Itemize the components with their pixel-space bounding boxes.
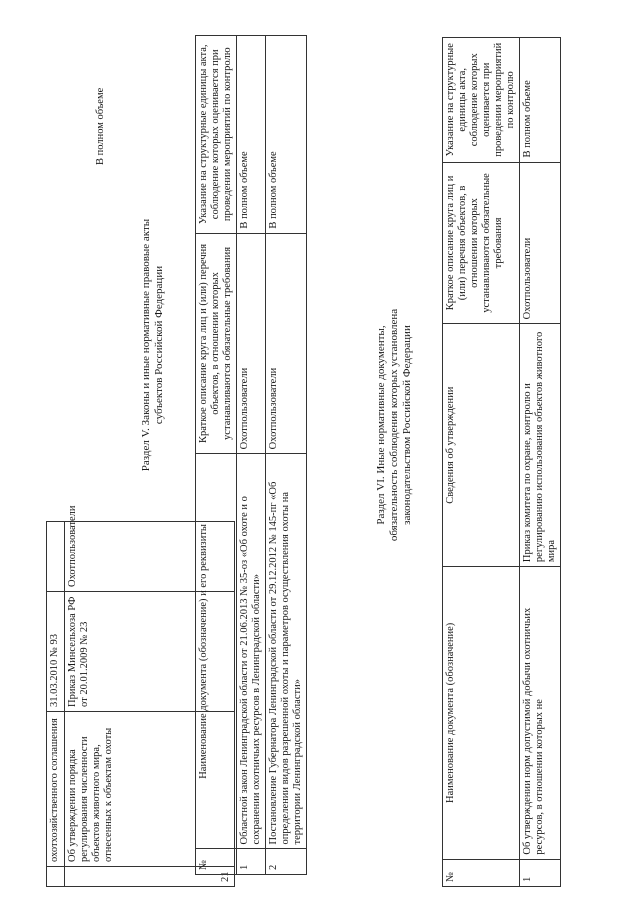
cell-units: В полном объеме: [237, 36, 266, 234]
header-units: Указание на структурные единицы акта, соблюдение которых оценивается при проведении мероприятий по контролю: [196, 36, 237, 234]
section-v-title-line1: Раздел V. Законы и иные нормативные правовые акты: [140, 218, 152, 472]
cell-num: 2: [266, 849, 307, 875]
header-name: Наименование документа (обозначение) и его реквизиты: [196, 454, 237, 849]
cell-name: Об утверждении порядка регулирования численности объектов животного мира, отнесенных к объектам охоты: [65, 712, 235, 867]
cell-approval: Приказ комитета по охране, контролю и регулированию использования объектов животного мира: [520, 324, 561, 567]
header-persons: Краткое описание круга лиц и (или) перечня объектов, в отношении которых устанавливаются обязательные требования: [443, 162, 520, 324]
cell-units: В полном объеме: [266, 36, 307, 234]
cell-name: Постановление Губернатора Ленинградской области от 29.12.2012 № 145-пг «Об определении видов разрешенной охоты и параметров осуществления охоты на территории Ленинградской области»: [266, 454, 307, 849]
cell-num: 1: [520, 859, 561, 886]
cell-name: Областной закон Ленинградской области от 21.06.2013 № 35-оз «Об охоте и о сохранении охотничьих ресурсов в Ленинградской области»: [237, 454, 266, 849]
section-vi-title: [375, 275, 414, 575]
cell-persons: Охотпользователи: [237, 233, 266, 454]
table-row: [237, 36, 266, 875]
section-vi-title-line1: Раздел VI. Иные нормативные документы,: [375, 325, 387, 525]
table-row: [520, 38, 561, 887]
header-approval: Сведения об утверждении: [443, 324, 520, 567]
cell-num: 21: [65, 867, 235, 887]
header-num: №: [443, 859, 520, 886]
table-header-row: [196, 36, 237, 875]
cell-num: 1: [237, 849, 266, 875]
section-v-table: [195, 35, 307, 875]
header-num: №: [196, 849, 237, 875]
section-vi-table: [442, 37, 561, 887]
cell-num: [47, 867, 65, 887]
cell-persons: Охотпользователи: [520, 162, 561, 324]
cell-approval: 31.03.2010 № 93: [47, 592, 65, 712]
persons-text: Охотпользователи: [67, 505, 78, 587]
cell-name: Об утверждении норм допустимой добычи охотничьих ресурсов, в отношении которых не: [520, 567, 561, 860]
section-vi-title-line2: обязательность соблюдения которых установлена: [388, 308, 400, 542]
cell-units: В полном объеме: [520, 38, 561, 163]
cell-name: охотхозяйственного соглашения: [47, 712, 65, 867]
row21-extent: В полном объеме: [95, 87, 106, 165]
table-row: [47, 522, 65, 887]
cell-approval: Приказ Минсельхоза РФ от 20.01.2009 № 23: [65, 592, 235, 712]
section-v-title: [140, 205, 166, 485]
table-header-row: [443, 38, 520, 887]
table-row: [266, 36, 307, 875]
header-units: Указание на структурные единицы акта, соблюдение которых оценивается при проведении мероприятий по контролю: [443, 38, 520, 163]
header-persons: Краткое описание круга лиц и (или) перечня объектов, в отношении которых устанавливаются обязательные требования: [196, 233, 237, 454]
cell-persons: Охотпользователи: [266, 233, 307, 454]
header-name: Наименование документа (обозначение): [443, 567, 520, 860]
cell-extent: [47, 522, 65, 592]
section-v-title-line2: субъектов Российской Федерации: [153, 265, 165, 425]
section-vi-title-line3: законодательством Российской Федерации: [401, 325, 413, 525]
